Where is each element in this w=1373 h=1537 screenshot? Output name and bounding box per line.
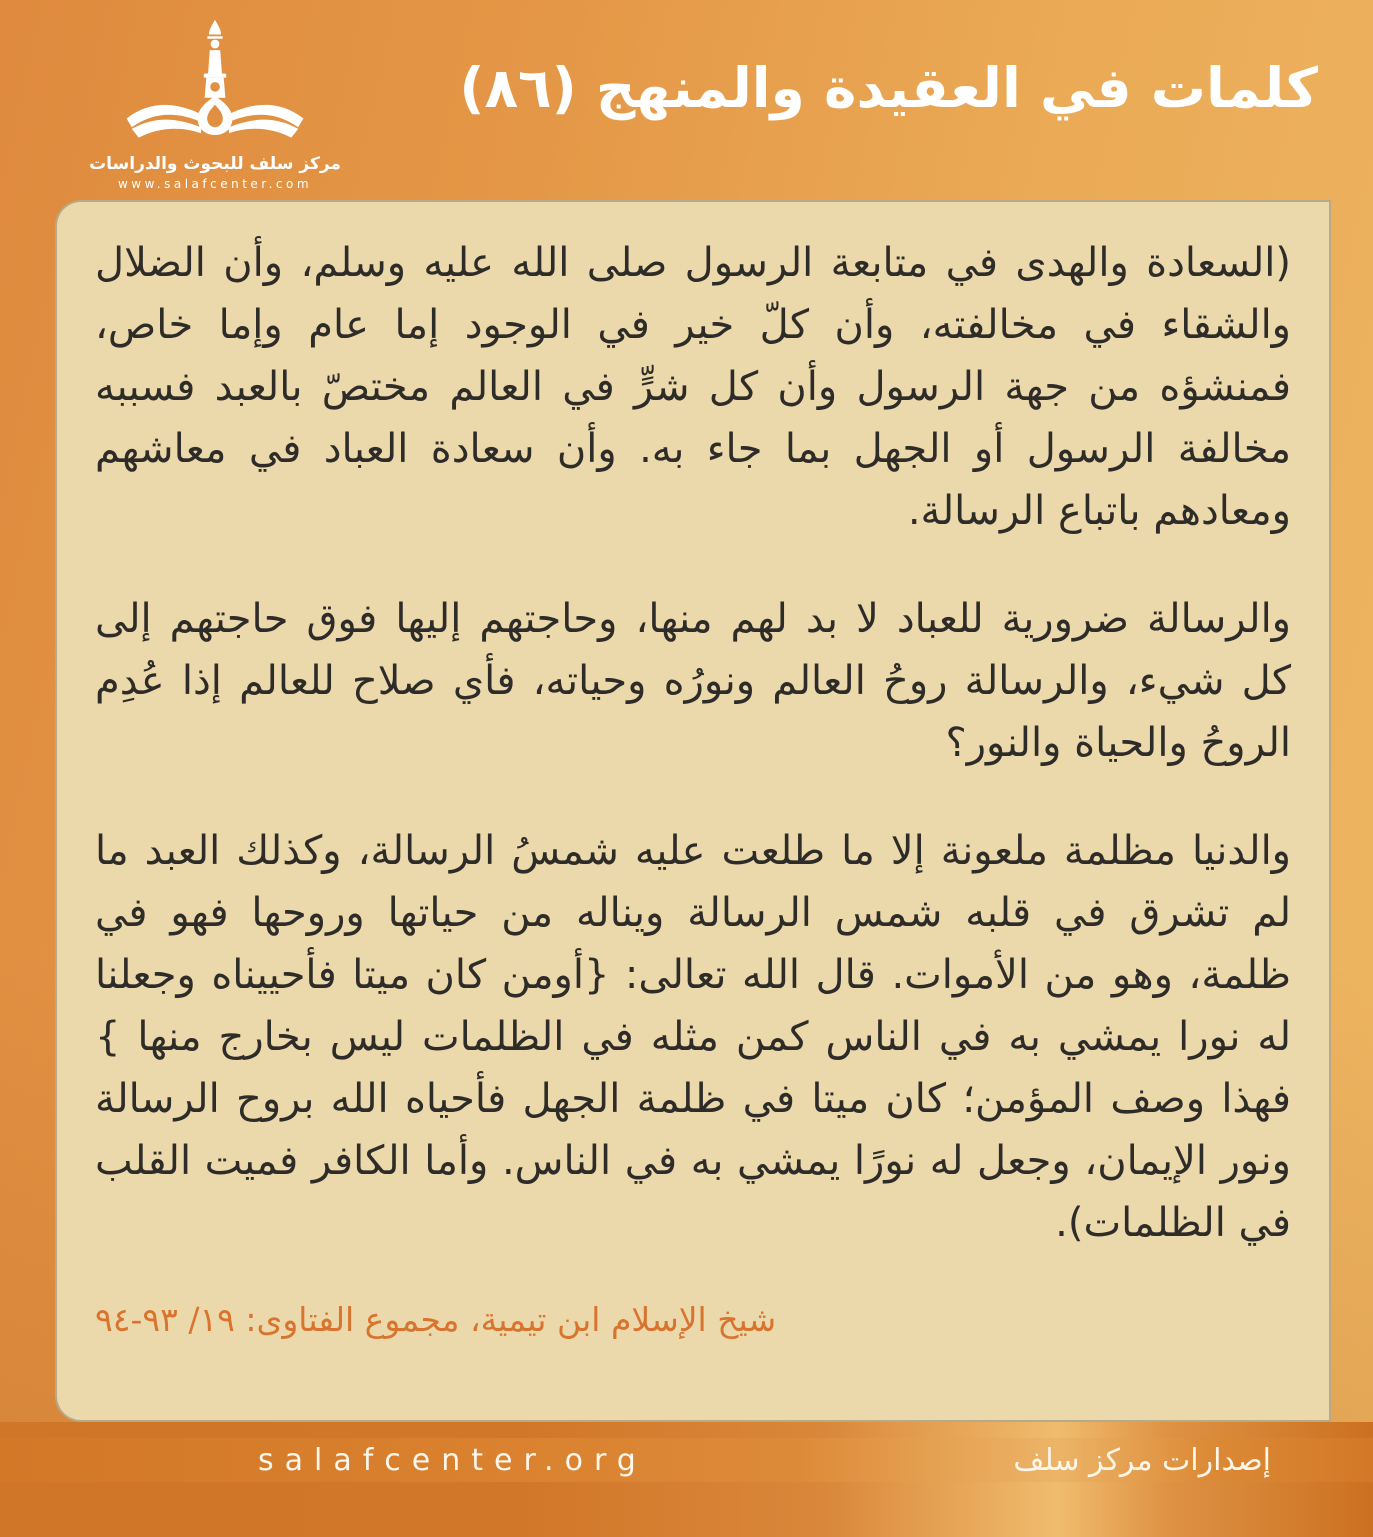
footer-website: salafcenter.org [258,1442,647,1478]
quote-paragraph-1: (السعادة والهدى في متابعة الرسول صلى الله عليه وسلم، وأن الضلال والشقاء في مخالفته، وأن كلّ خير في الوجود إما عام وإما خاص، فمنشؤه من جهة الرسول وأن كل شرٍّ في العالم مختصّ بالعبد فسببه مخالفة الرسول أو الجهل بما جاء به. وأن سعادة العباد في معاشهم ومعادهم باتباع الرسالة. [95,240,1291,534]
footer-publisher: إصدارات مركز سلف [1013,1442,1271,1478]
minaret-book-icon [105,133,325,152]
attribution: شيخ الإسلام ابن تيمية، مجموع الفتاوى: ١٩/ ٩٣-٩٤ [95,1300,777,1339]
footer-bar [0,1438,1373,1482]
quote-paragraph-3: والدنيا مظلمة ملعونة إلا ما طلعت عليه شمسُ الرسالة، وكذلك العبد ما لم تشرق في قلبه شمس الرسالة ويناله من حياتها وروحها فهو في ظلمة، وهو من الأموات. قال الله تعالى: {أومن كان ميتا فأحييناه وجعلنا له نورا يمشي به في الناس كمن مثله في الظلمات ليس بخارج منها } فهذا وصف المؤمن؛ كان ميتا في ظلمة الجهل فأحياه الله بروح الرسالة ونور الإيمان، وجعل له نورًا يمشي به في الناس. وأما الكافر فميت القلب في الظلمات). [95,828,1291,1246]
logo-website: www.salafcenter.com [117,177,313,191]
salaf-center-logo [88,18,342,191]
quote-paragraph-2: والرسالة ضرورية للعباد لا بد لهم منها، وحاجتهم إليها فوق حاجتهم إلى كل شيء، والرسالة روحُ العالم ونورُه وحياته، فأي صلاح للعالم إذا عُدِم الروحُ والحياة والنور؟ [95,596,1291,766]
logo-org-name: مركز سلف للبحوث والدراسات [89,154,341,174]
quote-panel [55,200,1331,1422]
series-title: كلمات في العقيدة والمنهج (٨٦) [459,56,1318,120]
